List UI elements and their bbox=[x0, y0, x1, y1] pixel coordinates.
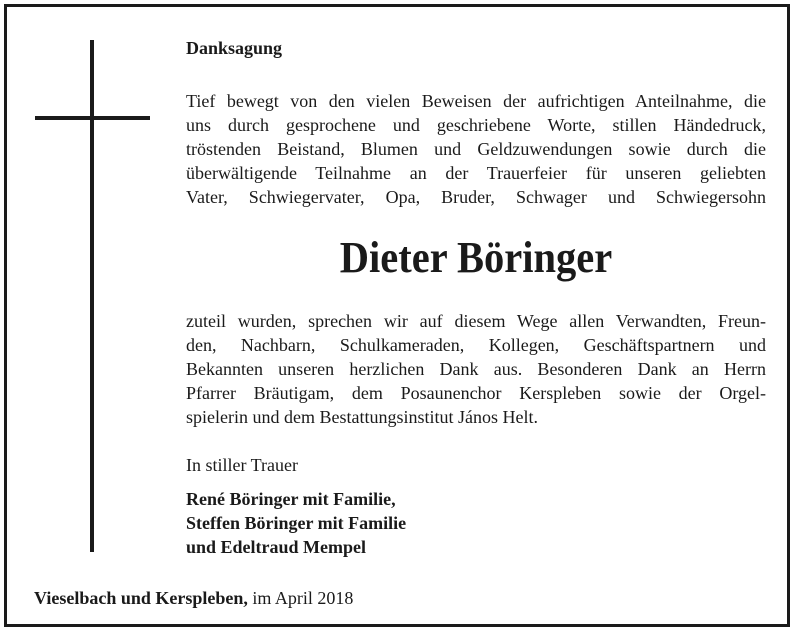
family-member-line: René Böringer mit Familie, bbox=[186, 489, 396, 509]
paragraph-line: Vater, Schwiegervater, Opa, Bruder, Schwager und Schwiegersohn bbox=[186, 187, 766, 207]
paragraph-line: Bekannten unseren herzlichen Dank aus. Besonderen Dank an Herrn bbox=[186, 359, 766, 379]
mourning-phrase: In stiller Trauer bbox=[186, 455, 298, 475]
paragraph-line: überwältigende Teilnahme an der Trauerfeier für unseren geliebten bbox=[186, 163, 766, 183]
deceased-name: Dieter Böringer bbox=[339, 233, 613, 282]
date-text: im April 2018 bbox=[247, 588, 354, 608]
paragraph-line: spielerin und dem Bestattungsinstitut János Helt. bbox=[186, 407, 538, 427]
family-member-line: Steffen Böringer mit Familie bbox=[186, 513, 407, 533]
cross-horizontal-bar bbox=[35, 116, 150, 120]
place-text: Vieselbach und Kerspleben, bbox=[34, 588, 248, 608]
paragraph-line: den, Nachbarn, Schulkameraden, Kollegen, Geschäftspartnern und bbox=[186, 335, 766, 355]
place-date-line bbox=[34, 586, 353, 610]
thanks-paragraph-intro bbox=[186, 89, 766, 209]
paragraph-line: tröstenden Beistand, Blumen und Geldzuwendungen sowie durch die bbox=[186, 139, 766, 159]
thanks-paragraph-main bbox=[186, 309, 766, 429]
paragraph-line: Pfarrer Bräutigam, dem Posaunenchor Kerspleben sowie der Orgel- bbox=[186, 383, 766, 403]
family-signature bbox=[186, 487, 406, 559]
family-member-line: und Edeltraud Mempel bbox=[186, 537, 367, 557]
paragraph-line: zuteil wurden, sprechen wir auf diesem Wege allen Verwandten, Freun- bbox=[186, 311, 766, 331]
notice-heading: Danksagung bbox=[186, 38, 283, 58]
paragraph-line: uns durch gesprochene und geschriebene Worte, stillen Händedruck, bbox=[186, 115, 766, 135]
paragraph-line: Tief bewegt von den vielen Beweisen der aufrichtigen Anteilnahme, die bbox=[186, 91, 766, 111]
